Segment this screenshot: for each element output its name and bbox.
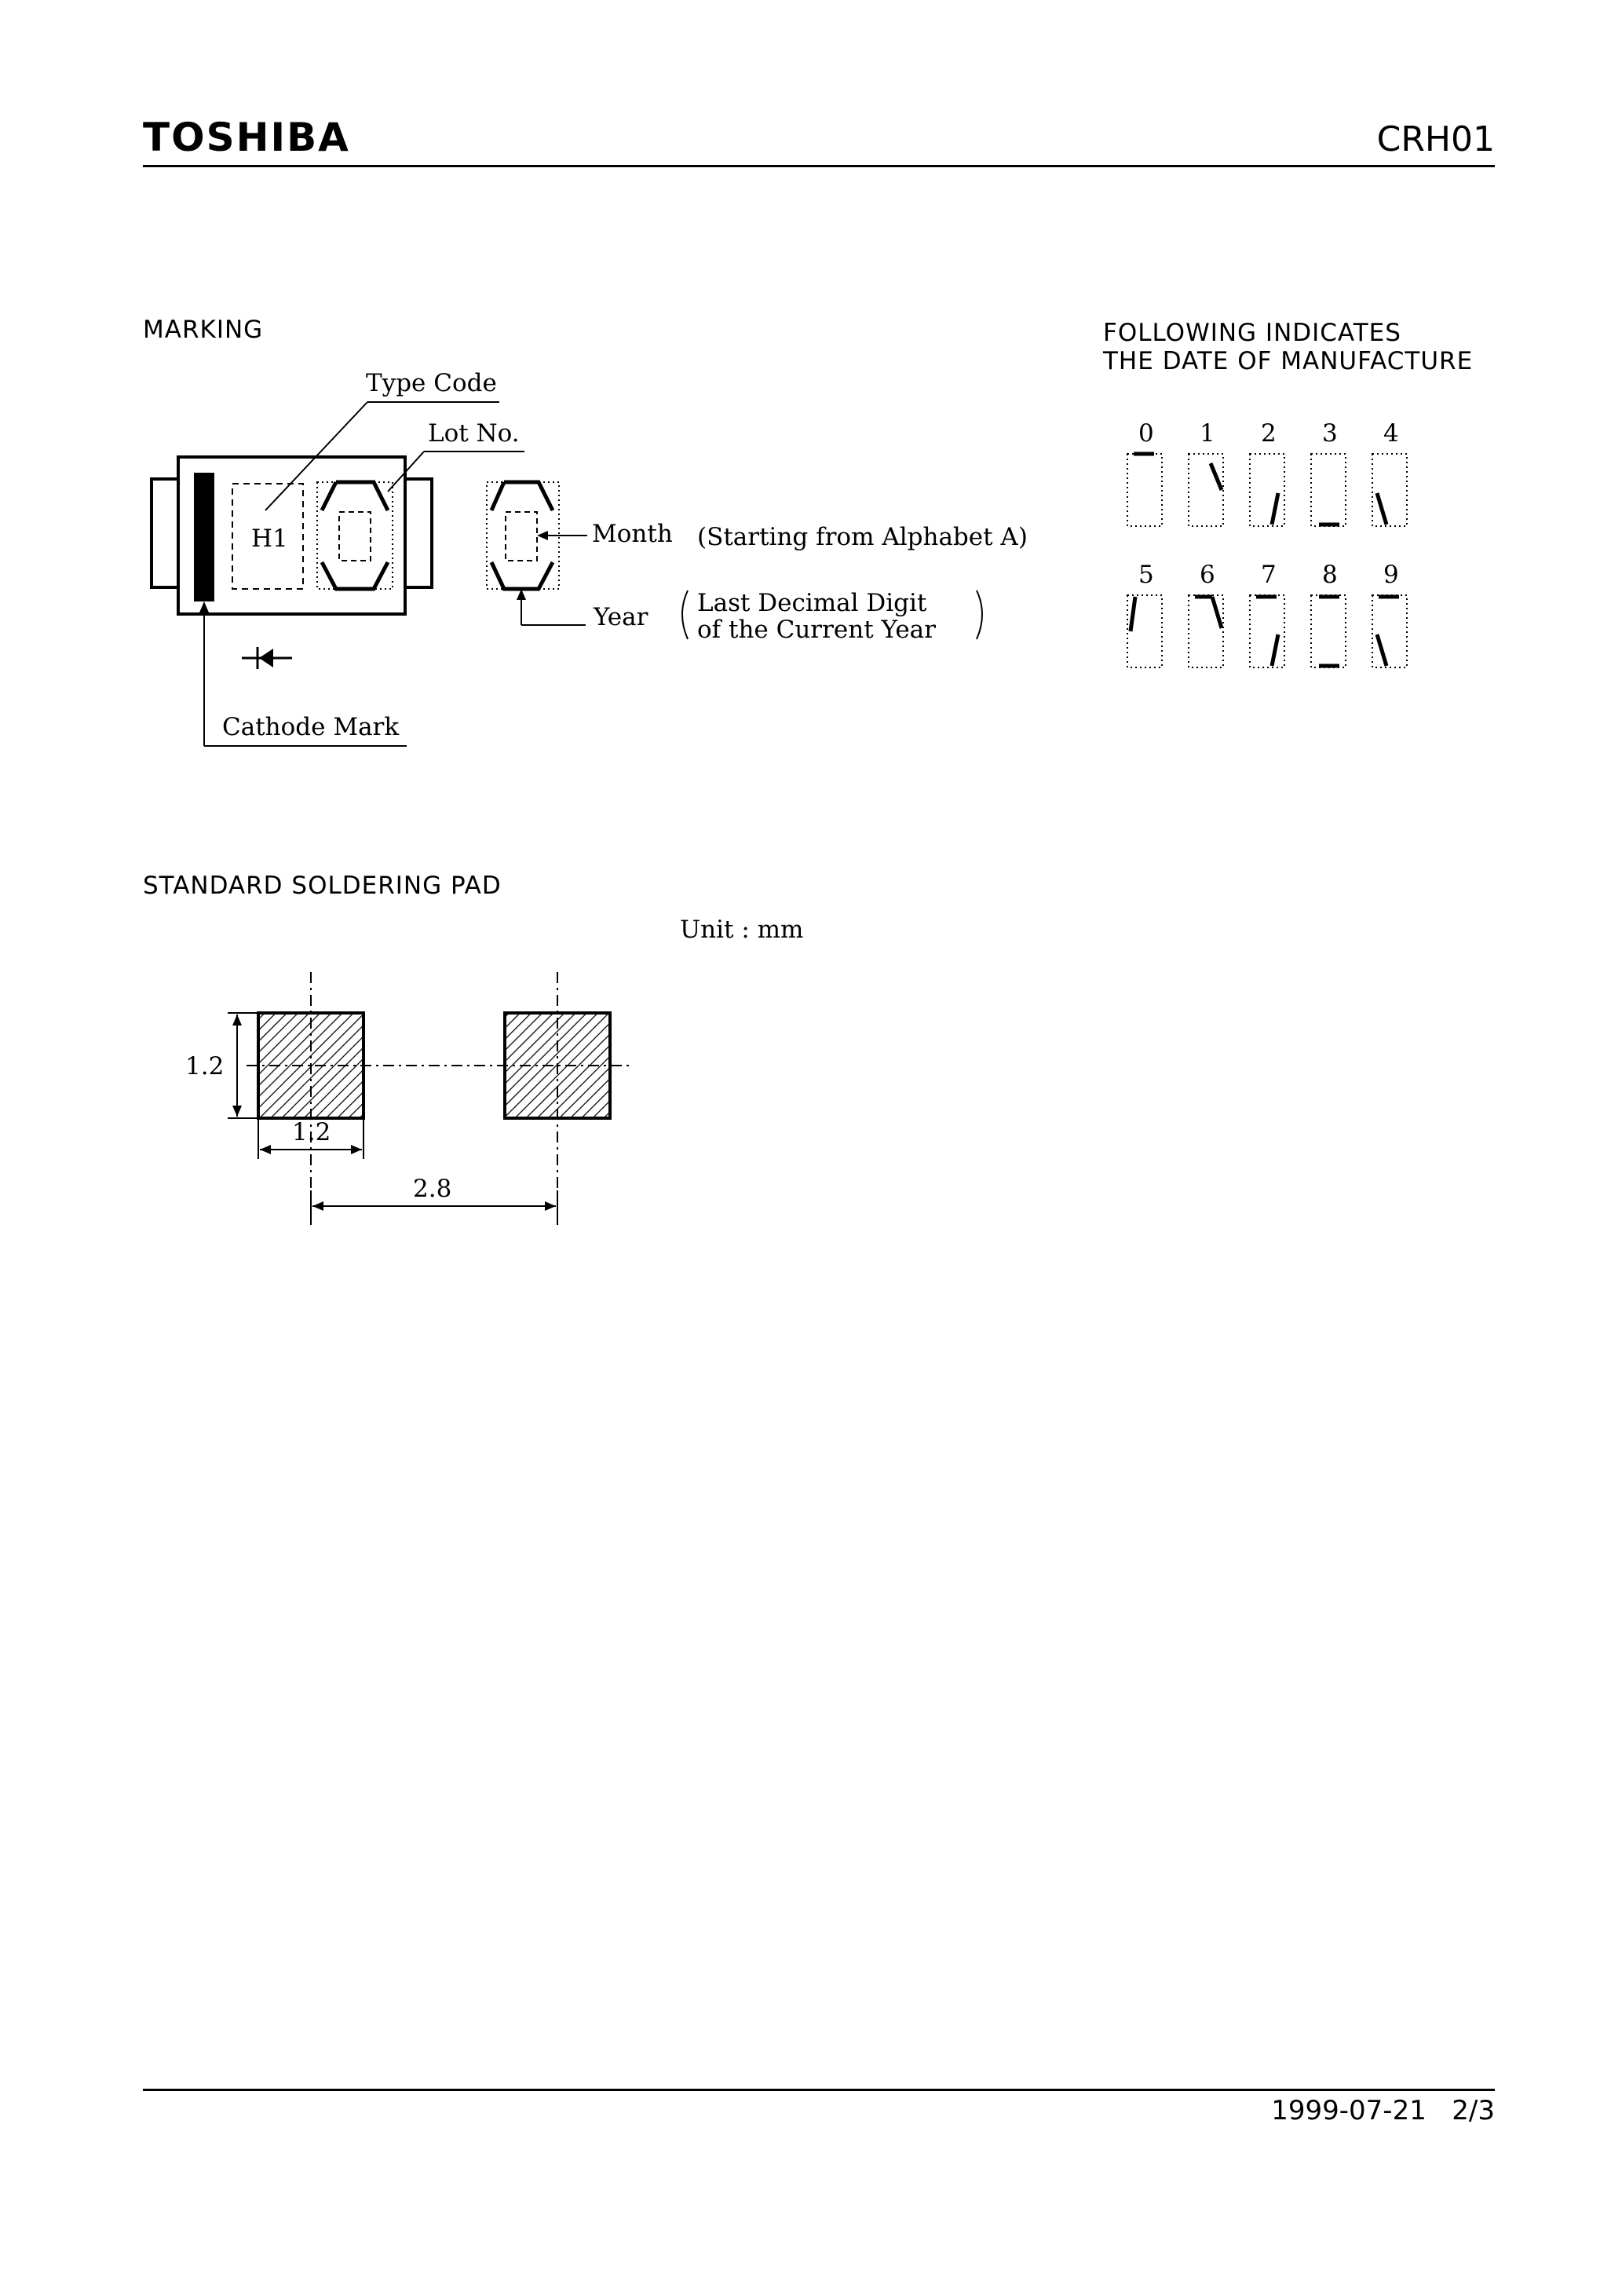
type-code-label: Type Code (366, 369, 497, 397)
year-label: Year (594, 603, 648, 631)
digit-2: 2 (1261, 419, 1277, 448)
year-note-line2: of the Current Year (697, 616, 936, 644)
month-label: Month (592, 520, 673, 548)
lot-detail-inner (506, 512, 537, 561)
right-lead (405, 479, 432, 587)
footer-page: 2/3 (1452, 2095, 1495, 2126)
diode-symbol-icon (242, 647, 292, 669)
digit-7: 7 (1261, 561, 1277, 589)
marking-diagram (152, 369, 1028, 746)
digit-1: 1 (1200, 419, 1215, 448)
soldering-pad-drawing (185, 916, 803, 1225)
footer-rule (143, 2089, 1495, 2091)
date-code-heading-line2: THE DATE OF MANUFACTURE (1103, 347, 1474, 375)
marking-heading: MARKING (143, 316, 264, 344)
brand-logo: TOSHIBA (143, 115, 350, 160)
cathode-bar (194, 473, 214, 601)
footer-info (1271, 2095, 1495, 2126)
pitch-dim-label: 2.8 (413, 1175, 452, 1203)
lot-no-label: Lot No. (428, 419, 520, 448)
part-number: CRH01 (1376, 119, 1495, 159)
soldering-pad-heading: STANDARD SOLDERING PAD (143, 872, 502, 900)
digit-9: 9 (1383, 561, 1399, 589)
digit-5: 5 (1138, 561, 1154, 589)
digit-0: 0 (1138, 419, 1154, 448)
digit-8: 8 (1322, 561, 1338, 589)
digit-4: 4 (1383, 419, 1399, 448)
date-code-heading-line1: FOLLOWING INDICATES (1103, 319, 1401, 347)
height-dim-label: 1.2 (185, 1052, 225, 1080)
type-code-value: H1 (251, 525, 288, 553)
month-note: (Starting from Alphabet A) (697, 523, 1028, 551)
cathode-mark-label: Cathode Mark (222, 713, 400, 741)
unit-label: Unit : mm (680, 916, 804, 944)
digit-6: 6 (1200, 561, 1215, 589)
date-code-grid (1127, 419, 1407, 667)
width-dim-label: 1.2 (292, 1118, 331, 1146)
digit-3: 3 (1322, 419, 1338, 448)
left-lead (152, 479, 178, 587)
footer-date: 1999-07-21 (1271, 2095, 1427, 2126)
year-note-line1: Last Decimal Digit (697, 589, 927, 617)
